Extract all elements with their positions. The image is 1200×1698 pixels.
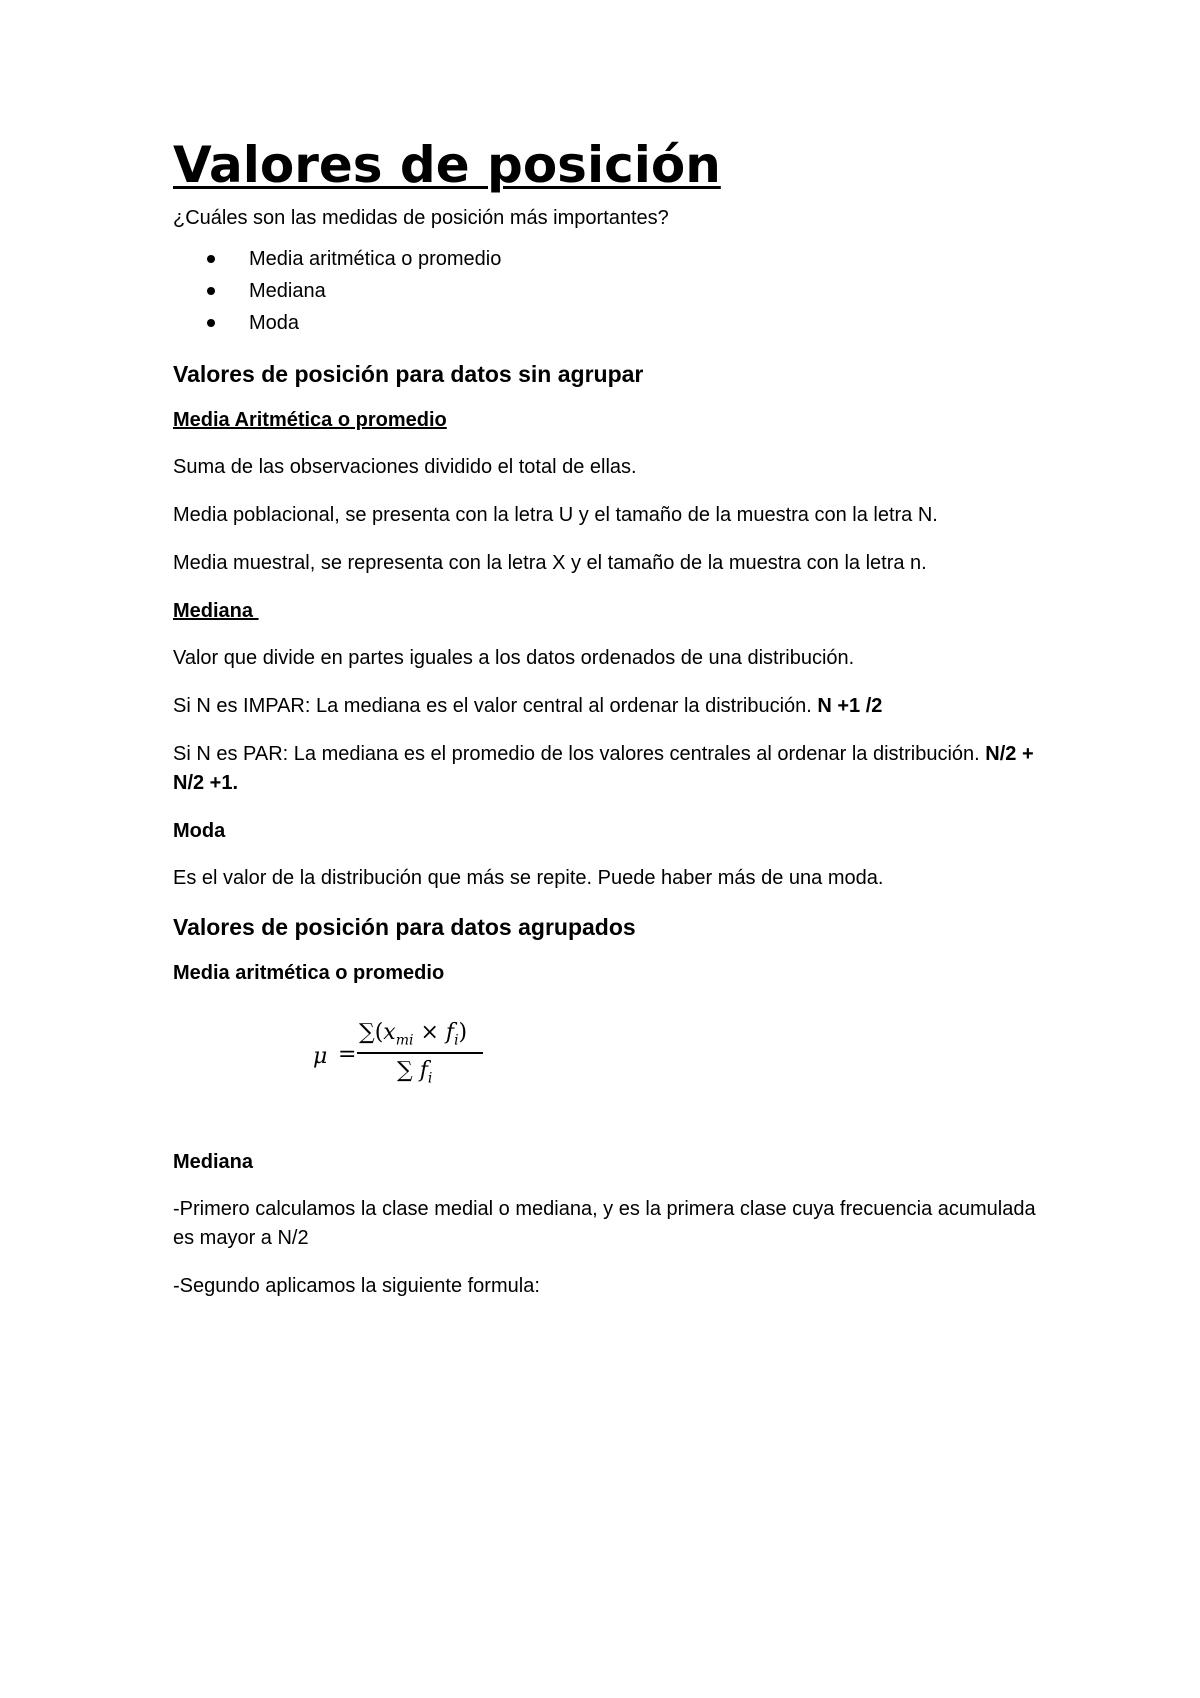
bullet-list: [173, 243, 1053, 339]
formula-numerator: [359, 1020, 467, 1048]
paragraph-moda: Es el valor de la distribución que más se repite. Puede haber más de una moda.: [173, 867, 884, 889]
formula-num-x: x: [383, 1020, 396, 1045]
document-content: [173, 136, 1053, 1320]
par-formula: N/2 + N/2 +1.: [173, 743, 1034, 794]
bullet-icon: [207, 255, 215, 263]
paragraph-media-muestral: Media muestral, se representa con la letra X y el tamaño de la muestra con la letra n.: [173, 552, 927, 574]
formula-num-open: ∑(: [359, 1020, 384, 1045]
formula-mu: μ: [313, 1044, 328, 1069]
subheading-media-aritmetica: [173, 406, 1053, 435]
formula-num-close: ): [458, 1020, 468, 1045]
paragraph-mediana-par: [173, 740, 1053, 798]
bullet-icon: [207, 287, 215, 295]
page-title: Valores de posición: [173, 136, 721, 194]
list-item-text: Mediana: [249, 280, 326, 302]
impar-text: Si N es IMPAR: La mediana es el valor central al ordenar la distribución.: [173, 695, 818, 717]
paragraph-suma: Suma de las observaciones dividido el total de ellas.: [173, 456, 637, 478]
subheading-mediana-agrupados: Mediana: [173, 1151, 254, 1173]
section-heading-agrupados: Valores de posición para datos agrupados: [173, 914, 636, 940]
formula-den-sub: i: [427, 1070, 433, 1087]
formula-num-f-sub: i: [454, 1032, 459, 1049]
formula-num-times: ×: [413, 1020, 446, 1045]
intro-question: ¿Cuáles son las medidas de posición más importantes?: [173, 207, 669, 229]
subheading-text: Media Aritmética o promedio: [173, 409, 447, 431]
paragraph-primero: -Primero calculamos la clase medial o mediana, y es la primera clase cuya frecuencia acumulada es mayor a N/2: [173, 1198, 1036, 1249]
subheading-mediana: [173, 597, 1053, 626]
bullet-icon: [207, 319, 215, 327]
paragraph-segundo: -Segundo aplicamos la siguiente formula:: [173, 1275, 540, 1297]
paragraph-mediana-def: Valor que divide en partes iguales a los datos ordenados de una distribución.: [173, 647, 855, 669]
subheading-moda: Moda: [173, 820, 226, 842]
formula-den-sigma: ∑: [397, 1058, 420, 1083]
subheading-media-agrupados: Media aritmética o promedio: [173, 962, 445, 984]
list-item-text: Media aritmética o promedio: [249, 248, 502, 270]
impar-formula: N +1 /2: [817, 695, 883, 717]
mean-formula: [173, 1008, 1053, 1120]
list-item: [173, 275, 1053, 307]
formula-num-f: f: [445, 1020, 455, 1045]
list-item-text: Moda: [249, 312, 300, 334]
formula-num-x-sub: mi: [395, 1032, 414, 1049]
paragraph-media-poblacional: Media poblacional, se presenta con la letra U y el tamaño de la muestra con la letra N.: [173, 504, 938, 526]
list-item: [173, 307, 1053, 339]
par-text: Si N es PAR: La mediana es el promedio de los valores centrales al ordenar la distribución.: [173, 743, 986, 765]
paragraph-mediana-impar: [173, 692, 1053, 721]
formula-den-f: f: [419, 1058, 428, 1083]
formula-fraction-bar: [357, 1052, 483, 1054]
subheading-text: Mediana: [173, 600, 259, 622]
formula-equals: =: [338, 1042, 357, 1067]
formula-denominator: [397, 1058, 432, 1086]
list-item: [173, 243, 1053, 275]
section-heading-sin-agrupar: Valores de posición para datos sin agrupar: [173, 361, 644, 387]
